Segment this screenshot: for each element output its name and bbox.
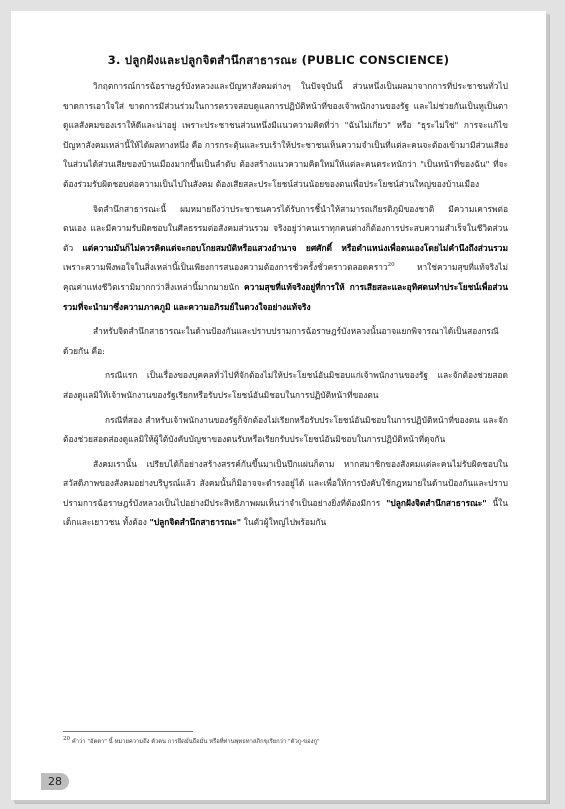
section-heading: 3. ปลูกฝังและปลูกจิตสำนึกสาธารณะ (PUBLIC CONSCIENCE) [107,53,450,67]
footnote-text: คำว่า "อัตตา" นี้ หมายความถึง ตัวตน การยึดมั่นถือมั่น หรือที่ท่านพุทธทาสภิกขุเรียกว่า "ตัวกู-ของกู" [70,739,320,745]
footnote [63,738,508,747]
p1-text: วิกฤตการณ์การฉ้อราษฎร์บังหลวงและปัญหาสังคมต่างๆ ในปัจจุบันนี้ ส่วนหนึ่งเป็นผลมาจากการที่ประชาชนทั่วไปขาดการเอาใจใส่ ขาดการมีส่วนร่วมในการตรวจสอบดูแลการปฏิบัติหน้าที่ของเจ้าพนักงานของรัฐ และไม่ช่วยกันเป็นหูเป็นตาดูแลสังคมของเราให้ดีและน่าอยู่ เพราะประชาชนส่วนหนึ่งมีแนวความคิดที่ว่า "ฉันไม่เกี่ยว" หรือ "ธุระไม่ใช่" การจะแก้ไขปัญหาสังคมเหล่านี้ให้ได้ผลทางหนึ่ง คือ การกระตุ้นและรบเร้าให้ประชาชนเห็นความจำเป็นที่แต่ละคนจะต้องเข้ามามีส่วนเสียงในส่วนได้ส่วนเสียของบ้านเมืองมากขึ้นเป็นลำดับ ต้องสร้างแนวความคิดใหม่ให้แต่ละคนตระหนักว่า "เป็นหน้าที่ของฉัน" ที่จะต้องร่วมรับผิดชอบต่อความเป็นไปในสังคม ต้องเสียสละประโยชน์ส่วนน้อยของตนเพื่อประโยชน์ส่วนใหญ่ของบ้านเมือง [63,81,508,189]
p2-bold-2: ความสุขที่แท้จริงอยู่ที่การให้ การเสียสละและอุทิศตนทำประโยชน์เพื่อส่วนรวมที่จะนำมาซึ่งความภาคภูมิ และความอภิรมย์ในดวงใจอย่างแท้จริง [63,281,508,312]
p5-text: กรณีที่สอง สำหรับเจ้าพนักงานของรัฐก็จักต้องไม่เรียกหรือรับประโยชน์อันมิชอบในการปฏิบัติหน้าที่ของตน และจักต้องช่วยสอดส่องดูแลมิให้ผู้ใต้บังคับบัญชาของตนรับหรือเรียกรับประโยชน์อันมิชอบในการปฏิบัติหน้าที่ดุจกัน [63,414,508,445]
paragraph-5-case-2 [63,411,508,450]
p6-text-2: นี้ในเด็กและเยาวชน ทั้งต้อง [63,497,508,528]
p2-bold-1: แต่ความมันก็ไม่ควรคิดแต่จะกอบโกยสมบัติหรือแสวงอำนาจ ยศศักดิ์ หรือตำแหน่งเพื่อตนเองโดยไม่คำนึงถึงส่วนรวม [82,242,508,253]
p6-bold-1: "ปลูกฝังจิตสำนึกสาธารณะ" [386,497,487,508]
p6-text-3: ในตัวผู้ใหญ่ไปพร้อมกัน [241,517,327,528]
footnote-divider [63,731,193,732]
footnote-mark: 20 [63,736,70,743]
paragraph-2 [63,200,508,318]
paragraph-4-case-1 [63,366,508,405]
p3-text: สำหรับจิตสำนึกสาธารณะในด้านป้องกันและปราบปรามการฉ้อราษฎร์บังหลวงนั้นอาจแยกพิจารณาได้เป็นสองกรณีด้วยกัน คือ: [63,326,499,356]
paragraph-6 [63,455,508,533]
p6-bold-2: "ปลูกจิตสำนึกสาธารณะ" [149,517,242,528]
body-text [63,77,508,538]
p2-text-3: หาใช่ความสุขที่แท้จริงไม่ คุณค่าแห่งชีวิตเรามิมากกว่าสิ่งเหล่านี้มากมายนัก [63,262,508,292]
paragraph-3 [63,322,508,361]
p2-text-2: เพราะความพึงพอใจในสิ่งเหล่านี้เป็นเพียงการสนองความต้องการชั่วครั้งชั่วคราวตลอดคราว [63,262,388,273]
page-number: 28 [41,773,69,790]
p4-text: กรณีแรก เป็นเรื่องของบุคคลทั่วไปที่จักต้องไม่ให้ประโยชน์อันมิชอบแก่เจ้าพนักงานของรัฐ และจักต้องช่วยสอดส่องดูแลมิให้เจ้าพนักงานของรัฐเรียกหรือรับประโยชน์อันมิชอบในการปฏิบัติหน้าที่ของตน [63,370,508,400]
p6-text-1: สังคมเรานั้น เปรียบได้ก็อย่างสร้างสรรค์กันขึ้นมาเป็นปึกแผ่นก็ตาม หากสมาชิกของสังคมแต่ละคนไม่รับผิดชอบในสวัสดิภาพของสังคมอย่างบริบูรณ์แล้ว สังคมนั้นก็มิอาจจะดำรงอยู่ได้ และเพื่อให้การบังคับใช้กฎหมายในด้านป้องกันและปราบปรามการฉ้อราษฎร์บังหลวงเป็นไปอย่างมีประสิทธิภาพผมเห็นว่าจำเป็นอย่างยิ่งที่ต้องมีการ [63,458,508,508]
paragraph-1 [63,77,508,195]
p2-text-1: จิตสำนึกสาธารณะนี้ ผมหมายถึงว่าประชาชนควรได้รับการชี้นำให้สามารถเกียรติภูมิของชาติ มีความเคารพต่อตนเอง และมีความรับผิดชอบในศีลธรรมต่อสังคมส่วนรวม จริงอยู่ว่าคนเราทุกคนต่างก็ต้องการประสบความสำเร็จในชีวิตส่วนตัว [63,203,508,253]
footnote-ref: 20 [387,262,395,269]
document-page [11,11,546,800]
